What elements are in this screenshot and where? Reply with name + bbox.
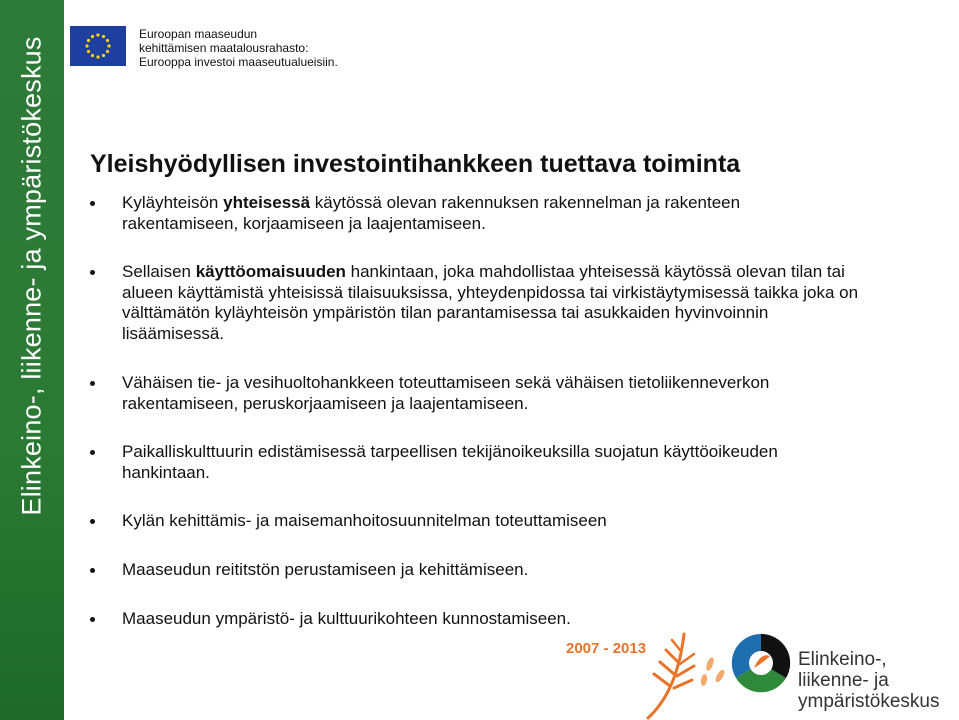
eu-flag-icon (70, 26, 126, 66)
eu-line-3: Eurooppa investoi maaseutualueisiin. (139, 55, 338, 69)
bullet-text: käytössä olevan rakennuksen rakennelman ja rakenteen rakentamiseen, korjaamiseen ja laajentamiseen. (122, 193, 741, 233)
side-banner (0, 0, 64, 720)
bullet-dot-icon (90, 519, 95, 524)
eu-line-1: Euroopan maaseudun (139, 27, 258, 41)
bullet-text: Kyläyhteisön (122, 193, 224, 212)
bullet-item (90, 373, 860, 414)
bullet-text: Maaseudun reititstön perustamiseen ja kehittämiseen. (122, 560, 529, 579)
bullet-dot-icon (90, 381, 95, 386)
side-banner-text: Elinkeino-, liikenne- ja ympäristökeskus (16, 36, 47, 516)
bullet-dot-icon (90, 270, 95, 275)
bullet-dot-icon (90, 568, 95, 573)
bullet-item (90, 511, 860, 532)
bullet-item (90, 442, 860, 483)
bullet-item (90, 609, 860, 630)
bullet-dot-icon (90, 617, 95, 622)
eu-funding-text (139, 27, 338, 69)
ely-logo-line-2: ympäristökeskus (798, 691, 940, 712)
bullet-text: Paikalliskulttuurin edistämisessä tarpeellisen tekijänoikeuksilla suojatun käyttöoikeuden hankintaan. (122, 442, 778, 482)
ely-logo-text (798, 649, 959, 712)
program-period: 2007 - 2013 (566, 640, 647, 657)
ely-logo-line-1: Elinkeino-, liikenne- ja (798, 649, 889, 691)
bullet-dot-icon (90, 450, 95, 455)
bullet-item (90, 262, 860, 344)
bullet-bold-text: yhteisessä (223, 193, 311, 212)
slide-title: Yleishyödyllisen investointihankkeen tuettava toiminta (90, 150, 741, 178)
bullet-text: Vähäisen tie- ja vesihuoltohankkeen toteuttamiseen sekä vähäisen tietoliikenneverkon rakentamiseen, peruskorjaamiseen ja laajentamiseen. (122, 373, 770, 413)
bullet-text: Sellaisen (122, 262, 196, 281)
eu-line-2: kehittämisen maatalousrahasto: (139, 41, 309, 55)
ely-logo-icon (730, 632, 792, 694)
bullet-text: Maaseudun ympäristö- ja kulttuurikohteen kunnostamiseen. (122, 609, 571, 628)
bullet-bold-text: käyttöomaisuuden (195, 262, 346, 281)
bullet-item (90, 560, 860, 581)
bullet-text: hankintaan, joka mahdollistaa yhteisessä käytössä olevan tilan tai alueen käyttämistä yhteisissä tilaisuuksissa, yhteydenpidossa tai virkistäytymisessä taikka joka on välttämätön kyläyhteisön ympäristön tilan parantamisessa tai asukkaiden hyvinvoinnin lisäämisessä. (122, 262, 859, 343)
bullet-text: Kylän kehittämis- ja maisemanhoitosuunnitelman toteuttamiseen (122, 511, 607, 530)
bullet-dot-icon (90, 201, 95, 206)
bullet-item (90, 193, 860, 234)
